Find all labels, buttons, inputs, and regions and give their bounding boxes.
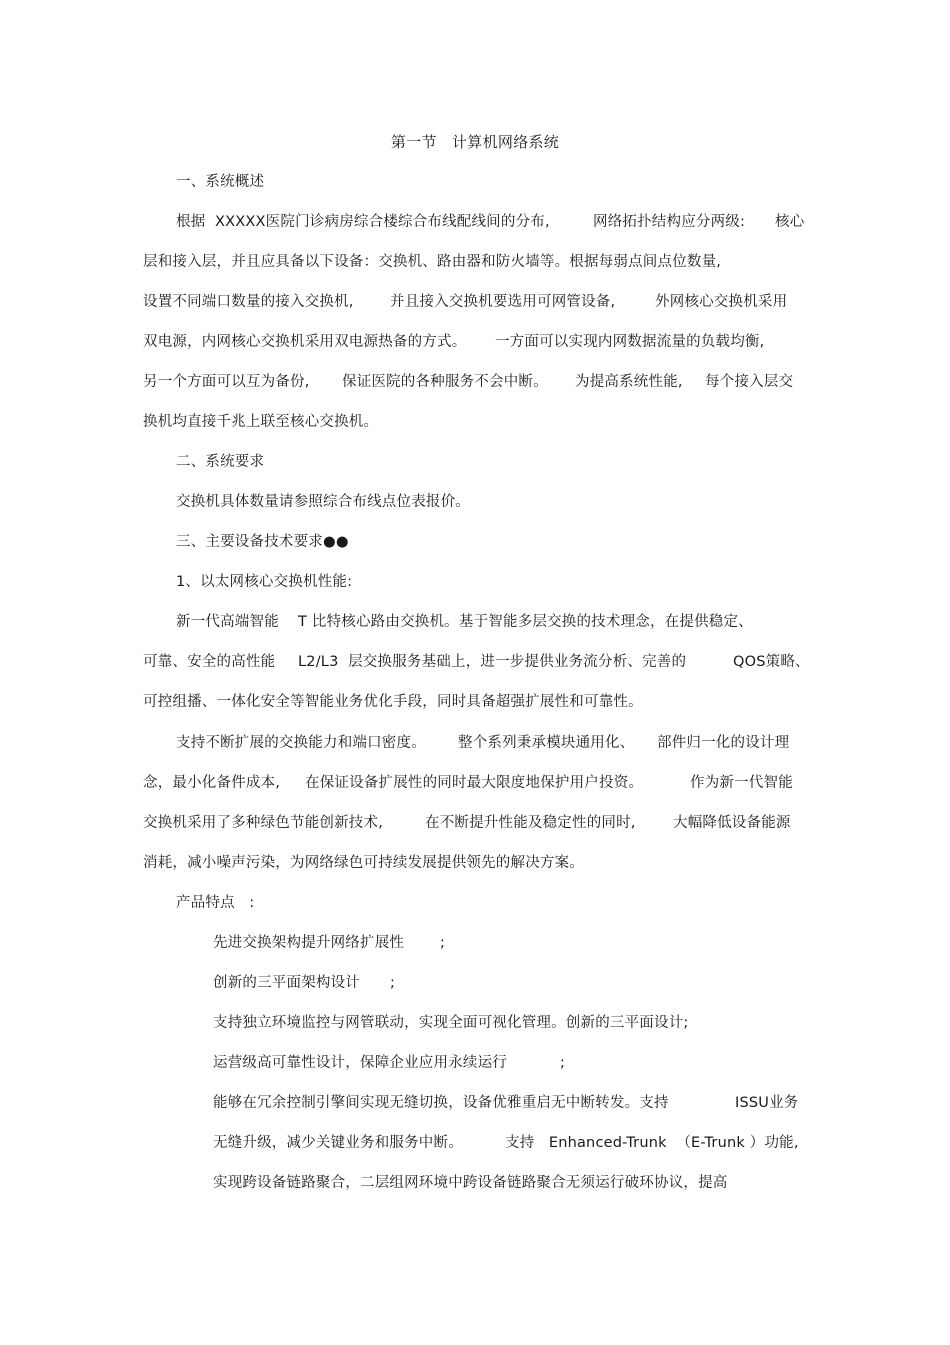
paragraph-line-segment: 核心	[775, 214, 805, 230]
feature-item-segment: 运营级高可靠性设计，保障企业应用永续运行	[213, 1055, 507, 1071]
paragraph-line-segment: 交换机采用了多种绿色节能创新技术,	[143, 815, 384, 831]
feature-item-segment: ;	[390, 975, 396, 991]
paragraph-line-segment: 保证医院的各种服务不会中断。	[342, 374, 548, 390]
section-heading: 三、主要设备技术要求●●	[176, 534, 349, 550]
paragraph-line-segment: 为提高系统性能,	[575, 374, 683, 390]
feature-item-segment: ISSU业务	[735, 1095, 799, 1111]
subsection-heading: 1、以太网核心交换机性能:	[176, 574, 353, 590]
feature-item-segment: ;	[560, 1055, 566, 1071]
paragraph-line-segment: L2/L3 层交换服务基础上，进一步提供业务流分析、完善的	[298, 654, 687, 670]
paragraph-line-segment: 大幅降低设备能源	[673, 815, 791, 831]
feature-item-segment: 无缝升级，减少关键业务和服务中断。	[213, 1135, 463, 1151]
feature-item-segment: ;	[440, 935, 446, 951]
paragraph-line-segment: 支持不断扩展的交换能力和端口密度。	[176, 735, 426, 751]
feature-item-segment: 支持独立环境监控与网管联动，实现全面可视化管理。创新的三平面设计;	[213, 1015, 689, 1031]
features-label: 产品特点 :	[176, 895, 255, 911]
paragraph-line-segment: 部件归一化的设计理	[657, 735, 790, 751]
paragraph-line-segment: 在保证设备扩展性的同时最大限度地保护用户投资。	[305, 775, 644, 791]
section-heading: 二、系统要求	[176, 454, 265, 470]
paragraph-line-segment: QOS策略、	[733, 654, 810, 670]
paragraph-line-segment: 外网核心交换机采用	[655, 294, 788, 310]
page-title: 第一节 计算机网络系统	[390, 133, 560, 151]
feature-item-segment: 创新的三平面架构设计	[213, 975, 360, 991]
paragraph-line-segment: 根据 XXXXX医院门诊病房综合楼综合布线配线间的分布,	[176, 214, 550, 230]
paragraph-line-segment: 念，最小化备件成本,	[143, 775, 281, 791]
paragraph-line-segment: 整个系列秉承模块通用化、	[458, 735, 635, 751]
feature-item-segment: 支持 Enhanced-Trunk （E-Trunk ）功能,	[505, 1135, 799, 1151]
paragraph-line-segment: 作为新一代智能	[690, 775, 793, 791]
paragraph-line-segment: 一方面可以实现内网数据流量的负载均衡,	[495, 334, 765, 350]
paragraph-line-segment: 新一代高端智能	[176, 614, 279, 630]
feature-item-segment: 先进交换架构提升网络扩展性	[213, 935, 405, 951]
paragraph-line-segment: 层和接入层，并且应具备以下设备：交换机、路由器和防火墙等。根据每弱点间点位数量,	[143, 254, 722, 270]
paragraph-line-segment: 网络拓扑结构应分两级:	[593, 214, 746, 230]
section-heading: 一、系统概述	[176, 174, 265, 190]
paragraph-line-segment: T 比特核心路由交换机。基于智能多层交换的技术理念，在提供稳定、	[298, 614, 753, 630]
paragraph-line-segment: 双电源，内网核心交换机采用双电源热备的方式。	[143, 334, 467, 350]
paragraph-line-segment: 换机均直接千兆上联至核心交换机。	[143, 414, 379, 430]
paragraph-line-segment: 消耗，减小噪声污染，为网络绿色可持续发展提供领先的解决方案。	[143, 855, 584, 871]
feature-item-segment: 能够在冗余控制引擎间实现无缝切换，设备优雅重启无中断转发。支持	[213, 1095, 669, 1111]
feature-item-segment: 实现跨设备链路聚合，二层组网环境中跨设备链路聚合无须运行破环协议，提高	[213, 1175, 728, 1191]
paragraph-line-segment: 设置不同端口数量的接入交换机,	[143, 294, 354, 310]
paragraph-line-segment: 并且接入交换机要选用可网管设备,	[390, 294, 616, 310]
paragraph-line-segment: 另一个方面可以互为备份,	[143, 374, 310, 390]
paragraph-line-segment: 在不断提升性能及稳定性的同时,	[425, 815, 636, 831]
paragraph-line-segment: 可靠、安全的高性能	[143, 654, 276, 670]
paragraph-line-segment: 每个接入层交	[705, 374, 794, 390]
paragraph-line: 交换机具体数量请参照综合布线点位表报价。	[176, 494, 470, 510]
paragraph-line-segment: 可控组播、一体化安全等智能业务优化手段，同时具备超强扩展性和可靠性。	[143, 694, 643, 710]
